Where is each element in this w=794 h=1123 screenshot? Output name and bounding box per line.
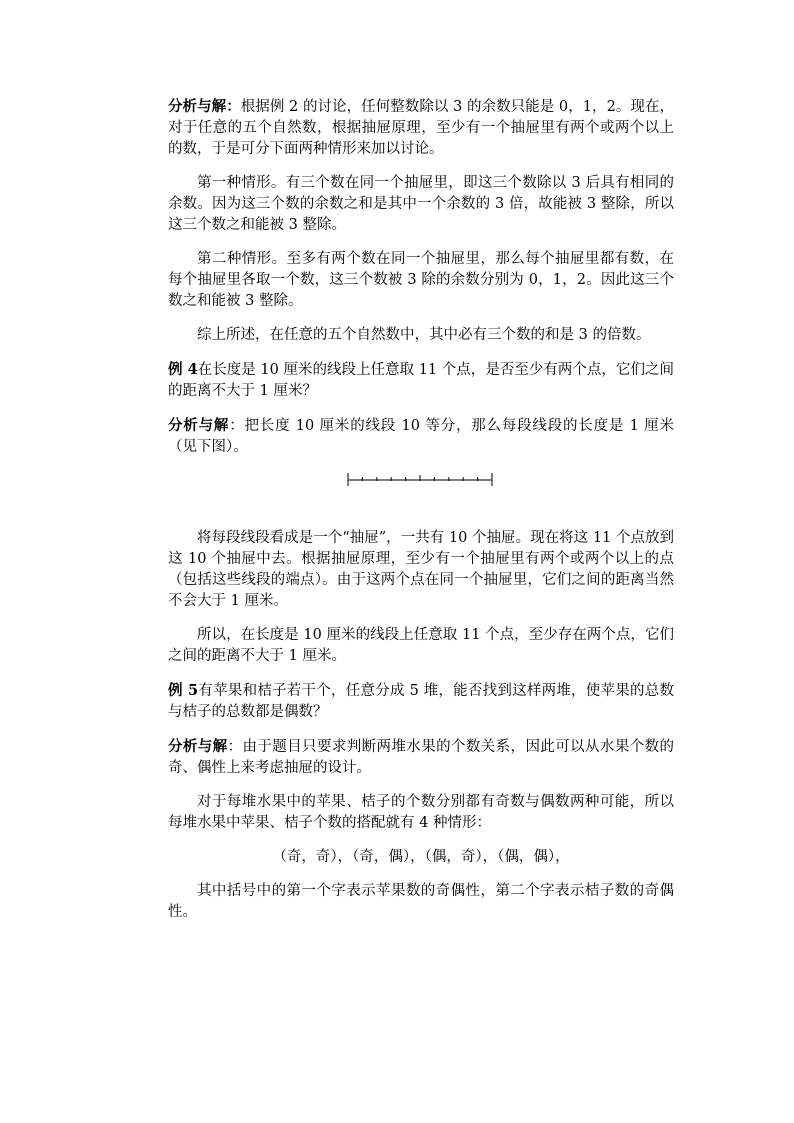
parity-cases: （奇，奇），（奇，偶），（偶，奇），（偶，偶）， [272,849,570,865]
so-paragraph: 所以，在长度是 10 厘米的线段上任意取 11 个点，至少存在两个点，它们之间的距离不大于 1 厘米。 [168,627,674,664]
document-page [168,96,674,923]
segment-figure [168,458,674,528]
parity-paragraph: 对于每堆水果中的苹果、桔子的个数分别都有奇数与偶数两种可能，所以每堆水果中苹果、桔子个数的搭配就有 4 种情形： [168,794,674,831]
analysis-paragraph-1: 分析与解：根据例 2 的讨论，任何整数除以 3 的余数只能是 0，1，2。现在，对于任意的五个自然数，根据抽屉原理，至少有一个抽屉里有两个或两个以上的数，于是可分下面两种情形来加以讨论。 [168,98,675,157]
example-5: 例 5有苹果和桔子若干个，任意分成 5 堆，能否找到这样两堆，使苹果的总数与桔子的总数都是偶数？ [168,682,674,720]
analysis-label: 分析与解 [168,417,230,434]
case-two-paragraph: 第二种情形。至多有两个数在同一个抽屉里，那么每个抽屉里都有数，在每个抽屉里各取一个数，这三个数被 3 除的余数分别为 0，1，2。因此这三个数之和能被 3 整除。 [168,251,674,309]
analysis-label: 分析与解 [168,738,228,755]
example-4-label: 例 4 [168,361,198,378]
analysis-paragraph-2: 分析与解：把长度 10 厘米的线段 10 等分，那么每段线段的长度是 1 厘米（见下图）。 [168,417,675,455]
segment-ruler [346,472,496,488]
parity-explanation: 其中括号中的第一个字表示苹果数的奇偶性，第二个字表示桔子数的奇偶性。 [168,883,674,920]
analysis-paragraph-3: 分析与解：由于题目只要求判断两堆水果的个数关系，因此可以从水果个数的奇、偶性上来考虑抽屉的设计。 [168,738,674,776]
example-5-label: 例 5 [168,682,199,699]
conclusion-paragraph: 综上所述，在任意的五个自然数中，其中必有三个数的和是 3 的倍数。 [197,327,651,343]
case-one-paragraph: 第一种情形。有三个数在同一个抽屉里，即这三个数除以 3 后具有相同的余数。因为这三个数的余数之和是其中一个余数的 3 倍，故能被 3 整除，所以这三个数之和能被 3 整除。 [168,175,674,233]
analysis-label: 分析与解： [168,98,241,115]
drawer-paragraph: 将每段线段看成是一个“抽屉”，一共有 10 个抽屉。现在将这 11 个点放到这 10 个抽屉中去。根据抽屉原理，至少有一个抽屉里有两个或两个以上的点（包括这些线段的端点）。由于这两个点在同一个抽屉里，它们之间的距离当然不会大于 1 厘米。 [168,530,674,609]
example-4: 例 4在长度是 10 厘米的线段上任意取 11 个点，是否至少有两个点，它们之间的距离不大于 1 厘米？ [168,361,674,399]
